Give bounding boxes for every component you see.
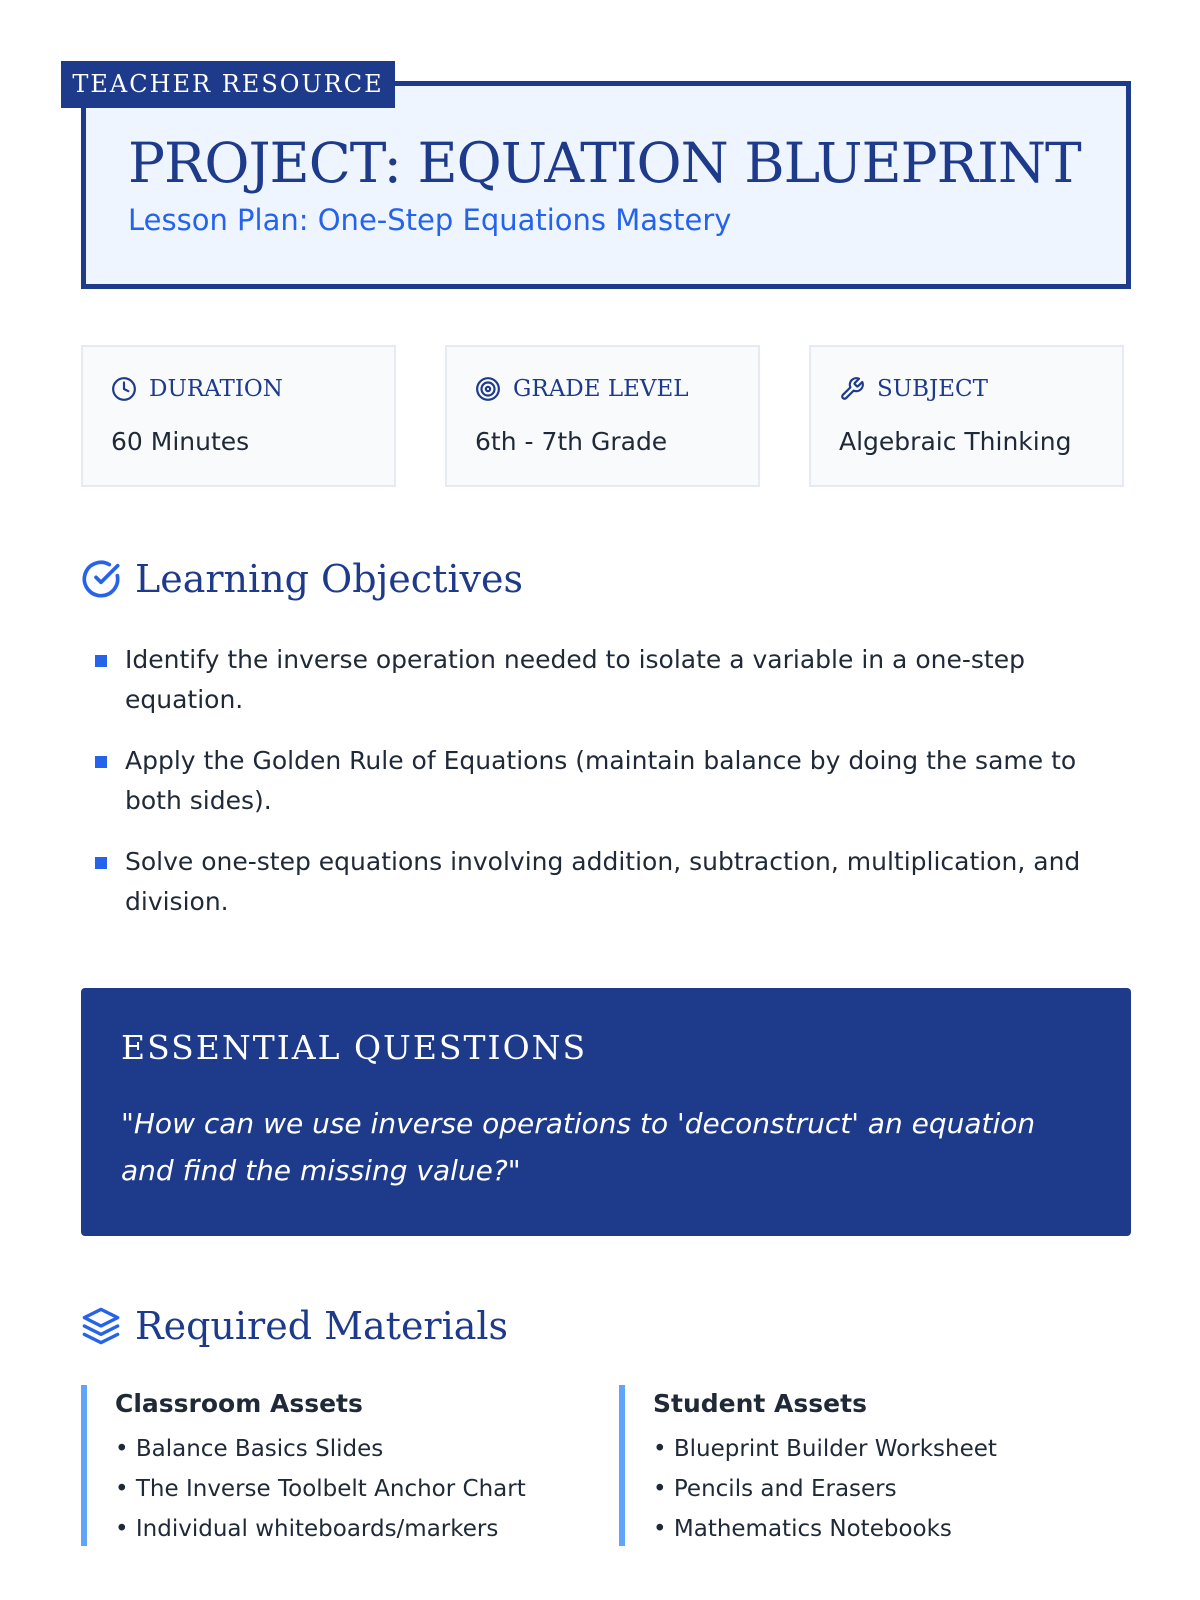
info-card-subject [809,345,1124,487]
info-card-grade-level [445,345,760,487]
list-item: Identify the inverse operation needed to isolate a variable in a one-step equation. [95,640,1105,720]
info-card-label: GRADE LEVEL [513,376,689,402]
resource-tag: TEACHER RESOURCE [61,61,395,108]
list-item: Apply the Golden Rule of Equations (maintain balance by doing the same to both sides). [95,741,1105,821]
target-icon [475,376,501,402]
section-title: Required Materials [135,1304,509,1348]
check-circle-icon [81,559,121,599]
list-item: Solve one-step equations involving addition, subtraction, multiplication, and division. [95,842,1105,922]
bullet-square [95,655,107,667]
wrench-icon [839,376,865,402]
materials-heading [81,1300,508,1352]
essential-questions-panel [81,988,1131,1236]
info-card-value: Algebraic Thinking [839,427,1072,456]
column-heading: Classroom Assets [115,1389,363,1418]
column-heading: Student Assets [653,1389,867,1418]
list-item: • Individual whiteboards/markers [115,1516,499,1542]
essential-questions-title: ESSENTIAL QUESTIONS [121,1028,588,1067]
classroom-assets-column [81,1385,561,1546]
list-item: • Pencils and Erasers [653,1476,897,1502]
page-title: PROJECT: EQUATION BLUEPRINT [128,131,1081,195]
bullet-square [95,756,107,768]
list-item: • The Inverse Toolbelt Anchor Chart [115,1476,526,1502]
list-item: • Mathematics Notebooks [653,1516,952,1542]
layers-icon [81,1306,121,1346]
bullet-square [95,857,107,869]
student-assets-column [619,1385,1099,1546]
essential-question-quote: "How can we use inverse operations to 'deconstruct' an equation and find the missing value?" [121,1107,1036,1187]
list-item: • Blueprint Builder Worksheet [653,1436,997,1462]
section-title: Learning Objectives [135,557,523,601]
info-card-label: SUBJECT [877,376,988,402]
info-card-duration [81,345,396,487]
info-card-value: 6th - 7th Grade [475,427,668,456]
list-item: • Balance Basics Slides [115,1436,384,1462]
clock-icon [111,376,137,402]
objectives-list [95,640,1105,943]
classroom-assets-list [115,1429,561,1549]
objectives-heading [81,553,523,605]
info-card-value: 60 Minutes [111,427,250,456]
student-assets-list [653,1429,1099,1549]
info-card-label: DURATION [149,376,283,402]
page-subtitle: Lesson Plan: One-Step Equations Mastery [128,203,732,237]
